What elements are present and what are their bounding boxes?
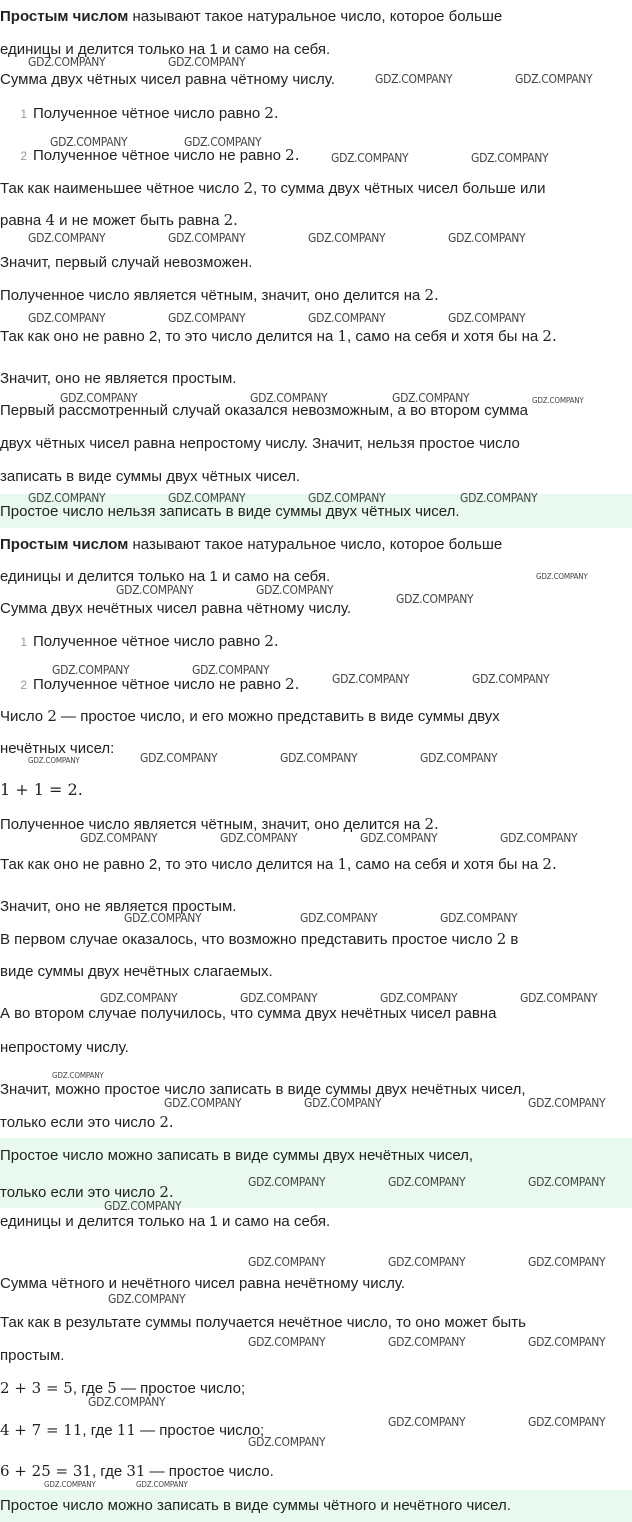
math: 6 + 25 = 31 <box>0 1462 92 1480</box>
text: Полученное число является чётным, значит, оно делится на <box>0 287 425 304</box>
watermark: GDZ.COMPANY <box>388 1415 466 1429</box>
math: 2. <box>264 632 279 650</box>
case-number: 1 <box>20 107 27 121</box>
math: 1 <box>337 327 348 345</box>
watermark: GDZ.COMPANY <box>528 1335 606 1349</box>
text: Полученное чётное число равно <box>33 105 265 122</box>
text: и не может быть равна <box>55 212 224 229</box>
text: Полученное чётное число равно <box>33 633 265 650</box>
watermark: GDZ.COMPANY <box>420 751 498 765</box>
watermark: GDZ.COMPANY <box>100 991 178 1005</box>
watermark: GDZ.COMPANY <box>308 311 386 325</box>
text: , где <box>91 1463 127 1480</box>
watermark: GDZ.COMPANY <box>88 1395 166 1409</box>
math: 4 + 7 = 11 <box>0 1421 83 1439</box>
math: 4 <box>45 211 55 229</box>
math: 2. <box>264 104 279 122</box>
case-number: 2 <box>20 678 27 692</box>
paragraph-line: Значит, можно простое число записать в виде суммы двух нечётных чисел, <box>0 1081 526 1098</box>
watermark: GDZ.COMPANY <box>250 391 328 405</box>
watermark: GDZ.COMPANY <box>308 231 386 245</box>
case-number: 2 <box>20 149 27 163</box>
text: в <box>506 931 519 948</box>
watermark: GDZ.COMPANY <box>528 1255 606 1269</box>
watermark: GDZ.COMPANY <box>248 1255 326 1269</box>
math: 2. <box>542 327 557 345</box>
paragraph-line: Сумма чётного и нечётного чисел равна нечётному числу. <box>0 1275 406 1292</box>
text: — простое число, и его можно представить в виде суммы двух <box>56 708 500 725</box>
watermark: GDZ.COMPANY <box>304 1096 382 1110</box>
watermark: GDZ.COMPANY <box>240 991 318 1005</box>
watermark: GDZ.COMPANY <box>331 151 409 165</box>
paragraph-line: Значит, оно не является простым. <box>0 898 237 915</box>
watermark: GDZ.COMPANY <box>332 672 410 686</box>
text: Полученное чётное число не равно <box>33 147 286 164</box>
watermark: GDZ.COMPANY <box>248 1335 326 1349</box>
watermark: GDZ.COMPANY <box>168 311 246 325</box>
text: — простое число. <box>145 1463 274 1480</box>
paragraph-line: простым. <box>0 1347 65 1364</box>
text: только если это число <box>0 1114 160 1131</box>
paragraph-line <box>0 706 500 727</box>
watermark: GDZ.COMPANY <box>528 1175 606 1189</box>
math: 2. <box>542 855 557 873</box>
equation-line <box>0 1461 274 1482</box>
text: — простое число; <box>135 1422 265 1439</box>
case-item <box>0 103 279 124</box>
text: , само на себя и хотя бы на <box>347 328 543 345</box>
case-number: 1 <box>20 635 27 649</box>
paragraph-line <box>0 178 546 199</box>
paragraph-line: виде суммы двух нечётных слагаемых. <box>0 963 273 980</box>
watermark: GDZ.COMPANY <box>28 311 106 325</box>
paragraph-line: Так как в результате суммы получается нечётное число, то оно может быть <box>0 1314 526 1331</box>
watermark: GDZ.COMPANY <box>44 1480 96 1489</box>
math: 2 <box>243 179 254 197</box>
math: 2 <box>47 707 57 725</box>
paragraph-line: Значит, оно не является простым. <box>0 370 237 387</box>
paragraph-line <box>0 854 557 875</box>
watermark: GDZ.COMPANY <box>192 663 270 677</box>
watermark: GDZ.COMPANY <box>460 491 538 505</box>
watermark: GDZ.COMPANY <box>375 72 453 86</box>
text: равна <box>0 212 46 229</box>
math: 31 <box>126 1462 146 1480</box>
watermark: GDZ.COMPANY <box>28 491 106 505</box>
text: Число <box>0 708 48 725</box>
text: только если это число <box>0 1184 160 1201</box>
watermark: GDZ.COMPANY <box>140 751 218 765</box>
answer-text: Простое число нельзя записать в виде суммы двух чётных чисел. <box>0 503 460 520</box>
watermark: GDZ.COMPANY <box>168 491 246 505</box>
math: 2. <box>424 815 439 833</box>
paragraph-line: единицы и делится только на 1 и само на себя. <box>0 568 331 585</box>
watermark: GDZ.COMPANY <box>28 231 106 245</box>
watermark: GDZ.COMPANY <box>532 396 584 405</box>
text: называют такое натуральное число, которое больше <box>128 8 503 25</box>
paragraph-line <box>0 326 557 347</box>
watermark: GDZ.COMPANY <box>440 911 518 925</box>
watermark: GDZ.COMPANY <box>168 231 246 245</box>
watermark: GDZ.COMPANY <box>256 583 334 597</box>
watermark: GDZ.COMPANY <box>528 1096 606 1110</box>
watermark: GDZ.COMPANY <box>248 1175 326 1189</box>
text: Так как оно не равно 2, то это число делится на <box>0 328 338 345</box>
term-bold: Простым числом <box>0 8 129 25</box>
watermark: GDZ.COMPANY <box>388 1175 466 1189</box>
watermark: GDZ.COMPANY <box>536 572 588 581</box>
text: В первом случае оказалось, что возможно представить простое число <box>0 931 497 948</box>
case-item <box>0 674 299 695</box>
answer-text: Простое число можно записать в виде суммы чётного и нечётного чисел. <box>0 1497 511 1514</box>
equation: 1 + 1 = 2. <box>0 780 83 799</box>
watermark: GDZ.COMPANY <box>528 1415 606 1429</box>
math: 11 <box>116 1421 136 1439</box>
math: 2. <box>285 675 300 693</box>
math: 2. <box>424 286 439 304</box>
math: 2. <box>223 211 238 229</box>
watermark: GDZ.COMPANY <box>388 1255 466 1269</box>
math: 2. <box>159 1183 174 1201</box>
math: 5 <box>107 1379 117 1397</box>
text: Так как наименьшее чётное число <box>0 180 244 197</box>
watermark: GDZ.COMPANY <box>60 391 138 405</box>
math: 2. <box>285 146 300 164</box>
text: Полученное число является чётным, значит, оно делится на <box>0 816 425 833</box>
text: , то сумма двух чётных чисел больше или <box>253 180 546 197</box>
text: — простое число; <box>116 1380 246 1397</box>
paragraph-line <box>0 7 502 27</box>
paragraph-line <box>0 210 238 231</box>
watermark: GDZ.COMPANY <box>520 991 598 1005</box>
math: 2 <box>496 930 507 948</box>
paragraph-line: Сумма двух нечётных чисел равна чётному числу. <box>0 600 352 617</box>
watermark: GDZ.COMPANY <box>448 311 526 325</box>
paragraph-line: нечётных чисел: <box>0 740 115 757</box>
equation-line <box>0 1420 264 1441</box>
watermark: GDZ.COMPANY <box>280 751 358 765</box>
watermark: GDZ.COMPANY <box>248 1435 326 1449</box>
answer-text: Простое число можно записать в виде суммы двух нечётных чисел, <box>0 1147 474 1164</box>
paragraph-line: Сумма двух чётных чисел равна чётному числу. <box>0 71 335 88</box>
paragraph-line <box>0 1112 174 1133</box>
watermark: GDZ.COMPANY <box>52 1071 104 1080</box>
watermark: GDZ.COMPANY <box>308 491 386 505</box>
math: 1 <box>337 855 348 873</box>
watermark: GDZ.COMPANY <box>80 831 158 845</box>
text: , само на себя и хотя бы на <box>347 856 543 873</box>
paragraph-line <box>0 535 502 555</box>
watermark: GDZ.COMPANY <box>52 663 130 677</box>
paragraph-line: Первый рассмотренный случай оказался невозможным, а во втором сумма <box>0 402 529 419</box>
watermark: GDZ.COMPANY <box>136 1480 188 1489</box>
paragraph-line: непростому числу. <box>0 1039 129 1056</box>
watermark: GDZ.COMPANY <box>184 135 262 149</box>
watermark: GDZ.COMPANY <box>104 1199 182 1213</box>
text: Так как оно не равно 2, то это число делится на <box>0 856 338 873</box>
text: называют такое натуральное число, которое больше <box>128 536 503 553</box>
watermark: GDZ.COMPANY <box>392 391 470 405</box>
watermark: GDZ.COMPANY <box>168 55 246 69</box>
math: 2. <box>159 1113 174 1131</box>
watermark: GDZ.COMPANY <box>50 135 128 149</box>
watermark: GDZ.COMPANY <box>500 831 578 845</box>
watermark: GDZ.COMPANY <box>471 151 549 165</box>
watermark: GDZ.COMPANY <box>28 55 106 69</box>
watermark: GDZ.COMPANY <box>396 592 474 606</box>
term-bold: Простым числом <box>0 536 129 553</box>
paragraph-line: Значит, первый случай невозможен. <box>0 254 253 271</box>
math: 2 + 3 = 5 <box>0 1379 73 1397</box>
watermark: GDZ.COMPANY <box>108 1292 186 1306</box>
watermark: GDZ.COMPANY <box>28 756 80 765</box>
paragraph-line: единицы и делится только на 1 и само на себя. <box>0 41 331 58</box>
watermark: GDZ.COMPANY <box>300 911 378 925</box>
paragraph-line <box>0 929 518 950</box>
paragraph-line: двух чётных чисел равна непростому числу. Значит, нельзя простое число <box>0 435 520 452</box>
watermark: GDZ.COMPANY <box>116 583 194 597</box>
text: Полученное чётное число не равно <box>33 676 286 693</box>
paragraph-line: единицы и делится только на 1 и само на себя. <box>0 1213 331 1230</box>
watermark: GDZ.COMPANY <box>124 911 202 925</box>
watermark: GDZ.COMPANY <box>360 831 438 845</box>
watermark: GDZ.COMPANY <box>472 672 550 686</box>
watermark: GDZ.COMPANY <box>448 231 526 245</box>
case-item <box>0 631 279 652</box>
text: , где <box>72 1380 108 1397</box>
watermark: GDZ.COMPANY <box>220 831 298 845</box>
text: , где <box>82 1422 117 1439</box>
watermark: GDZ.COMPANY <box>515 72 593 86</box>
watermark: GDZ.COMPANY <box>388 1335 466 1349</box>
watermark: GDZ.COMPANY <box>380 991 458 1005</box>
watermark: GDZ.COMPANY <box>164 1096 242 1110</box>
paragraph-line: А во втором случае получилось, что сумма двух нечётных чисел равна <box>0 1005 497 1022</box>
paragraph-line: записать в виде суммы двух чётных чисел. <box>0 468 301 485</box>
paragraph-line <box>0 285 439 306</box>
